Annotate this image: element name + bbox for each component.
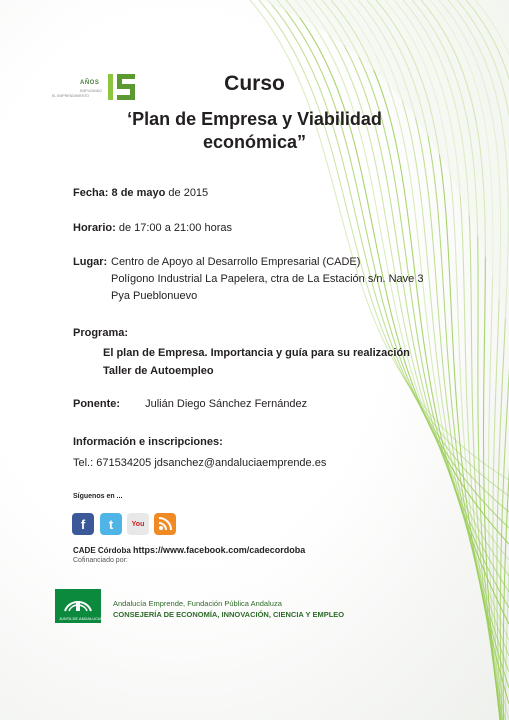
ponente-row <box>73 398 307 410</box>
fecha-row <box>73 187 208 199</box>
lugar-line-3: Pya Pueblonuevo <box>111 290 198 302</box>
twitter-icon[interactable]: t <box>100 513 122 535</box>
programa-label: Programa: <box>73 327 129 339</box>
course-label: Curso <box>224 72 285 95</box>
footer-line-2: CONSEJERÍA DE ECONOMÍA, INNOVACIÓN, CIENCIA Y EMPLEO <box>113 610 345 619</box>
junta-andalucia-logo <box>55 589 101 623</box>
logo-anos-text: AÑOS <box>80 80 100 86</box>
lugar-line-2: Polígono Industrial La Papelera, ctra de La Estación s/n. Nave 3 <box>111 273 424 285</box>
rss-icon[interactable] <box>154 513 176 535</box>
horario-label: Horario: <box>73 222 116 234</box>
cofinanciado-text: Cofinanciado por: <box>73 557 128 564</box>
fecha-label: Fecha: <box>73 187 109 199</box>
programa-item-1: El plan de Empresa. Importancia y guía para su realización <box>103 347 410 359</box>
horario-row <box>73 222 232 234</box>
youtube-icon[interactable]: You <box>127 513 149 535</box>
cade-facebook-link[interactable]: https://www.facebook.com/cadecordoba <box>133 545 306 555</box>
ponente-value: Julián Diego Sánchez Fernández <box>145 398 308 410</box>
logo-tagline-1: EMPLEANDO <box>80 89 102 93</box>
info-contact: Tel.: 671534205 jdsanchez@andaluciaemprende.es <box>73 457 327 469</box>
siguenos-text: Síguenos en ... <box>73 493 123 500</box>
rss-glyph <box>158 517 172 531</box>
fecha-year: de 2015 <box>168 187 209 199</box>
ponente-label: Ponente: <box>73 398 121 410</box>
junta-text: JUNTA DE ANDALUCIA <box>59 616 102 621</box>
horario-value: de 17:00 a 21:00 horas <box>118 222 232 234</box>
fecha-date: 8 de mayo <box>111 187 166 199</box>
logo-tagline-2: EL EMPRENDIMIENTO <box>52 94 90 98</box>
lugar-line-1: Centro de Apoyo al Desarrollo Empresarial (CADE) <box>111 256 361 268</box>
course-title-line-2: económica” <box>202 132 307 152</box>
programa-item-2: Taller de Autoempleo <box>103 365 214 377</box>
footer-line-1: Andalucía Emprende, Fundación Pública Andaluza <box>113 599 282 608</box>
cade-label: CADE Córdoba <box>73 546 131 555</box>
cade-row <box>73 545 305 555</box>
facebook-icon[interactable]: f <box>72 513 94 535</box>
lugar-label: Lugar: <box>73 256 108 268</box>
course-title-line-1: ‘Plan de Empresa y Viabilidad <box>127 109 382 129</box>
info-label: Información e inscripciones: <box>73 436 223 448</box>
